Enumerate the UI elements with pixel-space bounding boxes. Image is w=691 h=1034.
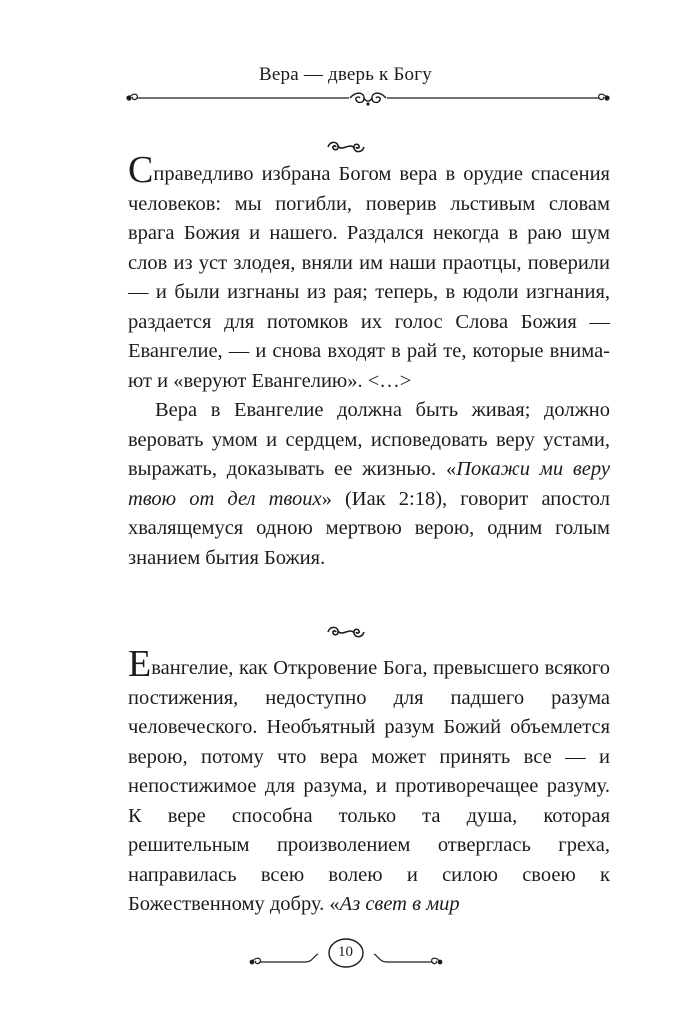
section-divider-ornament <box>0 624 691 644</box>
page-number: 10 <box>338 944 353 960</box>
paragraph <box>128 396 610 573</box>
paragraph <box>128 149 610 396</box>
running-title: Вера — дверь к Богу <box>259 64 432 85</box>
page-footer <box>0 938 691 982</box>
paragraph-text: Вера в Евангелие должна быть живая; должно веровать умом и сердцем, исповедовать веру устами, выражать, доказывать ее жизнью. « <box>128 399 610 480</box>
scripture-quote: Аз свет в мир <box>339 893 460 915</box>
folio-frame-ornament <box>246 938 446 978</box>
drop-cap: С <box>128 149 154 191</box>
scripture-quote: Покажи ми веру твою от дел твоих <box>128 458 610 510</box>
paragraph <box>128 643 610 920</box>
header-rule-ornament <box>124 88 612 112</box>
section-1-text <box>128 149 610 573</box>
paragraph-text: праведливо избрана Богом вера в орудие спасения человеков: мы погибли, поверив льстивым словам врага Божия и нашего. Раздался некогда в раю шум слов из уст злодея, вняли им наши праотцы, поверили — и были изгнаны из рая; теперь, в юдоли изгнания, раздается для потомков их голос Слова Божия — Евангелие, — и снова входят в рай те, которые внимают и «веруют Евангелию». <…> <box>128 163 610 392</box>
paragraph-text: вангелие, как Откровение Бога, превысшего всякого постижения, недоступно для падшего разума человеческого. Необъятный разум Божий объемлется верою, потому что вера может принять все — и непостижимое для разума, и противоречащее разуму. К вере способна только та душа, которая решительным произволением отверглась греха, направилась всею волею и силою своею к Божественному добру. « <box>128 657 610 915</box>
section-2-text <box>128 643 610 920</box>
section-divider-ornament <box>0 139 691 159</box>
paragraph-text: » (Иак 2:18), говорит апостол хвалящемуся одною мертвою верою, одним голым знанием бытия Божия. <box>128 487 610 569</box>
drop-cap: Е <box>128 643 152 685</box>
